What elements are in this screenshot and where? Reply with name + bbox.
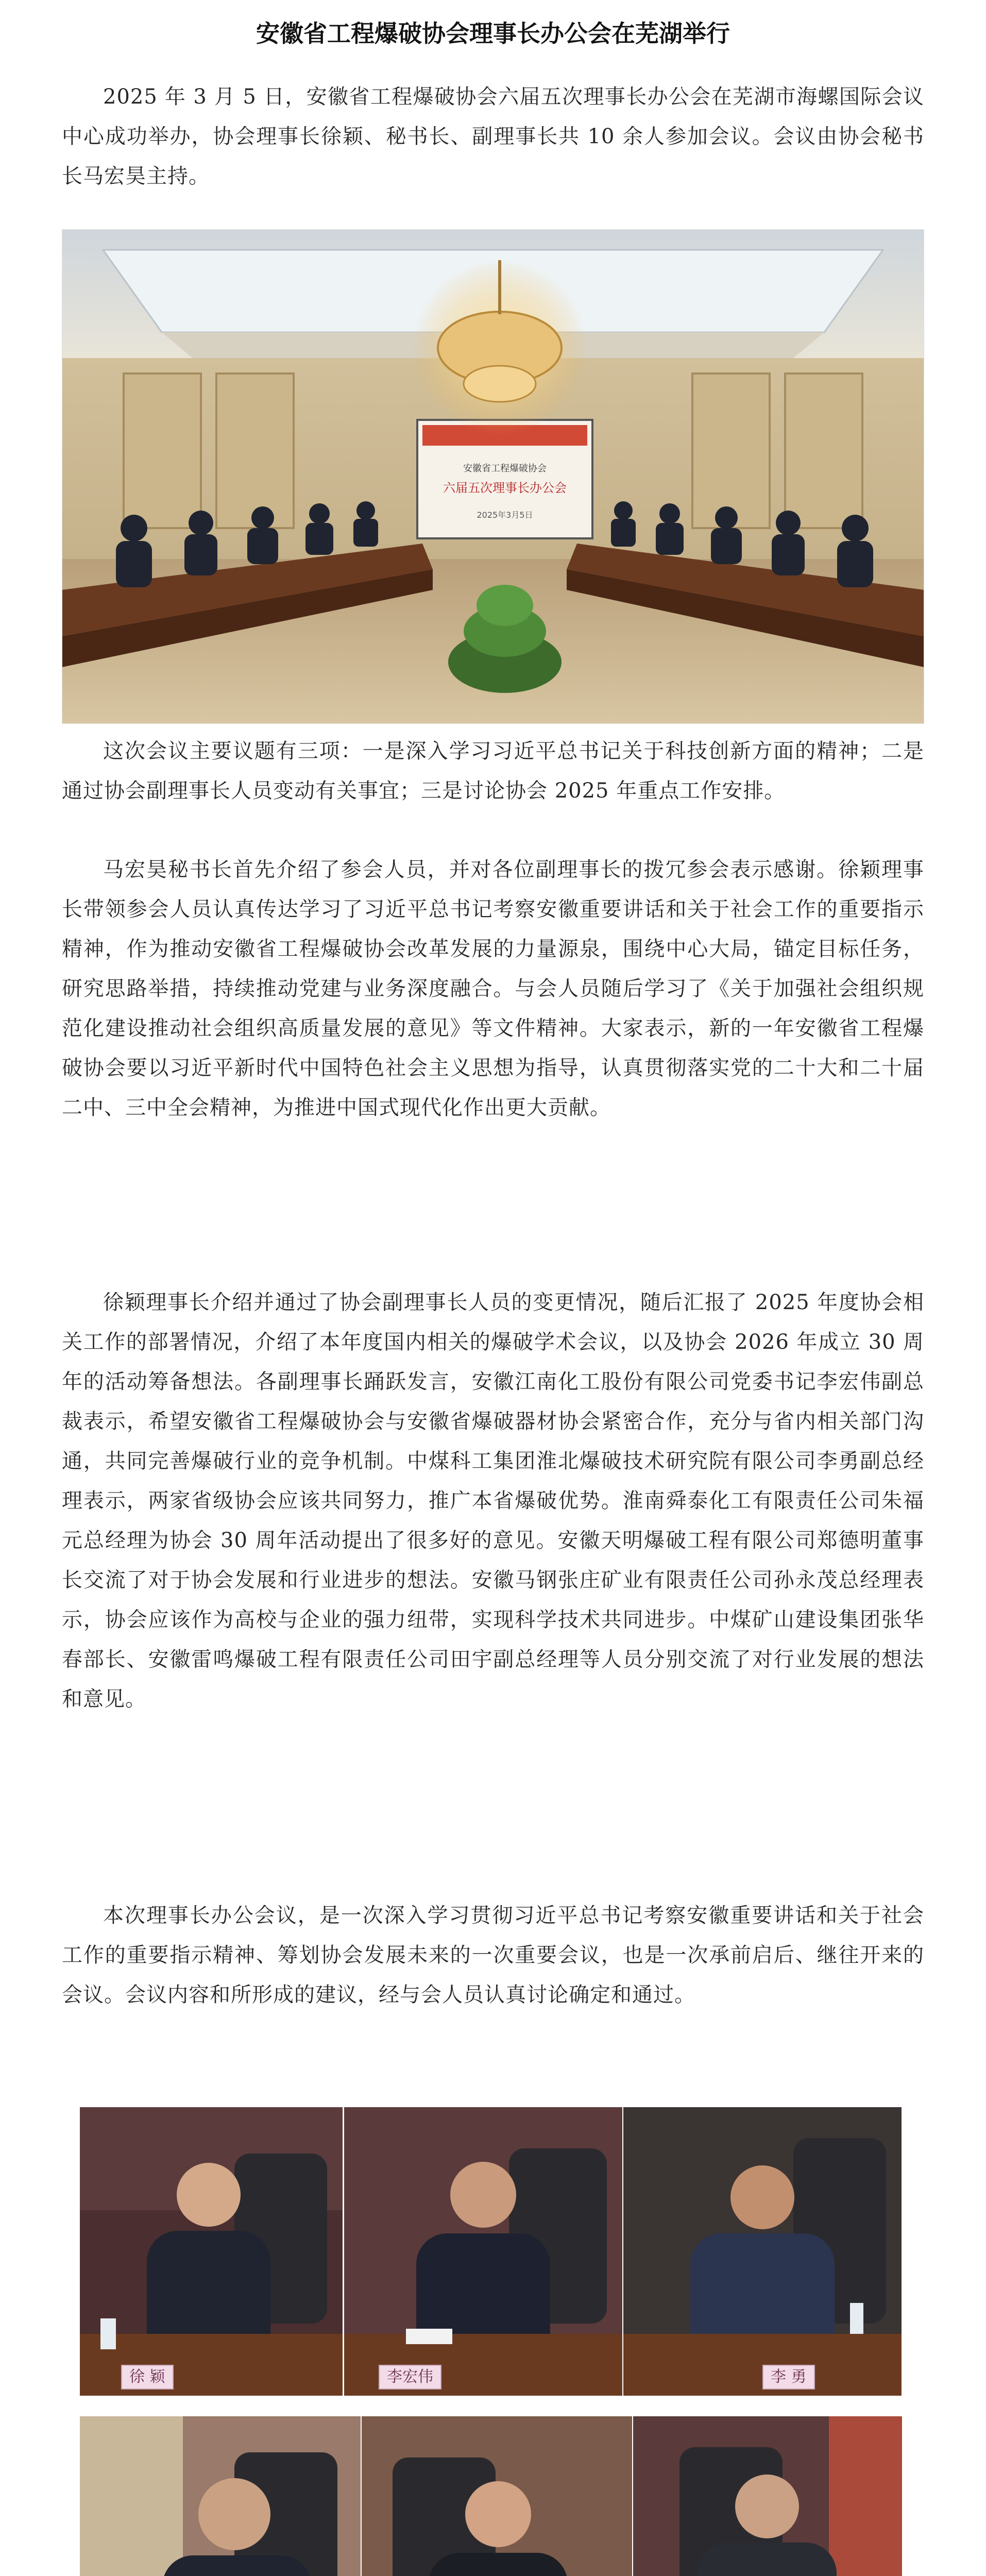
article-title: 安徽省工程爆破协会理事长办公会在芜湖举行 <box>256 20 730 47</box>
speaker-photo-6 <box>633 2416 902 2576</box>
paragraph-study: 马宏昊秘书长首先介绍了参会人员，并对各位副理事长的拨冗参会表示感谢。徐颖理事长带领参会人员认真传达学习了习近平总书记考察安徽重要讲话和关于社会工作的重要指示精神，作为推动安徽省工程爆破协会改革发展的力量源泉，围绕中心大局，锚定目标任务，研究思路举措，持续推动党建与业务深度融合。与会人员随后学习了《关于加强社会组织规范化建设推动社会组织高质量发展的意见》等文件精神。大家表示，新的一年安徽省工程爆破协会要以习近平新时代中国特色社会主义思想为指导，认真贯彻落实党的二十大和二十届二中、三中全会精神，为推进中国式现代化作出更大贡献。 <box>62 858 924 1120</box>
paragraph-conclusion: 本次理事长办公会议，是一次深入学习贯彻习近平总书记考察安徽重要讲话和关于社会工作的重要指示精神、筹划协会发展未来的一次重要会议，也是一次承前启后、继往开来的会议。会议内容和所形成的建议，经与会人员认真讨论确定和通过。 <box>62 1904 924 2007</box>
speaker-photo-3 <box>623 2107 902 2396</box>
screen-text-3: 2025年3月5日 <box>477 510 533 520</box>
speaker-photo-5 <box>362 2416 632 2576</box>
screen-text-1: 安徽省工程爆破协会 <box>463 463 547 474</box>
speaker-photo-4 <box>80 2416 361 2576</box>
nameplate: 徐 颖 <box>121 2365 174 2389</box>
paragraph-agenda: 这次会议主要议题有三项：一是深入学习习近平总书记关于科技创新方面的精神；二是通过协会副理事长人员变动有关事宜；三是讨论协会 2025 年重点工作安排。 <box>62 739 924 803</box>
meeting-room-photo <box>62 229 924 724</box>
nameplate: 李宏伟 <box>379 2365 441 2389</box>
speaker-photo-1 <box>80 2107 343 2396</box>
paragraph-discussion: 徐颖理事长介绍并通过了协会副理事长人员的变更情况，随后汇报了 2025 年度协会相关工作的部署情况，介绍了本年度国内相关的爆破学术会议，以及协会 2026 年成立 30 周年的活动筹备想法。各副理事长踊跃发言，安徽江南化工股份有限公司党委书记李宏伟副总裁表示，希望安徽省工程爆破协会与安徽省爆破器材协会紧密合作，充分与省内相关部门沟通，共同完善爆破行业的竞争机制。中煤科工集团淮北爆破技术研究院有限公司李勇副总经理表示，两家省级协会应该共同努力，推广本省爆破优势。淮南舜泰化工有限责任公司朱福元总经理为协会 30 周年活动提出了很多好的意见。安徽天明爆破工程有限公司郑德明董事长交流了对于协会发展和行业进步的想法。安徽马钢张庄矿业有限责任公司孙永茂总经理表示，协会应该作为高校与企业的强力纽带，实现科学技术共同进步。中煤矿山建设集团张华春部长、安徽雷鸣爆破工程有限责任公司田宇副总经理等人员分别交流了对行业发展的想法和意见。 <box>62 1291 924 1711</box>
paragraph-intro: 2025 年 3 月 5 日，安徽省工程爆破协会六届五次理事长办公会在芜湖市海螺国际会议中心成功举办，协会理事长徐颖、秘书长、副理事长共 10 余人参加会议。会议由协会秘书长马宏昊主持。 <box>62 85 924 188</box>
speaker-photo-2 <box>344 2107 622 2396</box>
screen-text-2: 六届五次理事长办公会 <box>443 481 567 495</box>
nameplate: 李 勇 <box>762 2365 815 2389</box>
